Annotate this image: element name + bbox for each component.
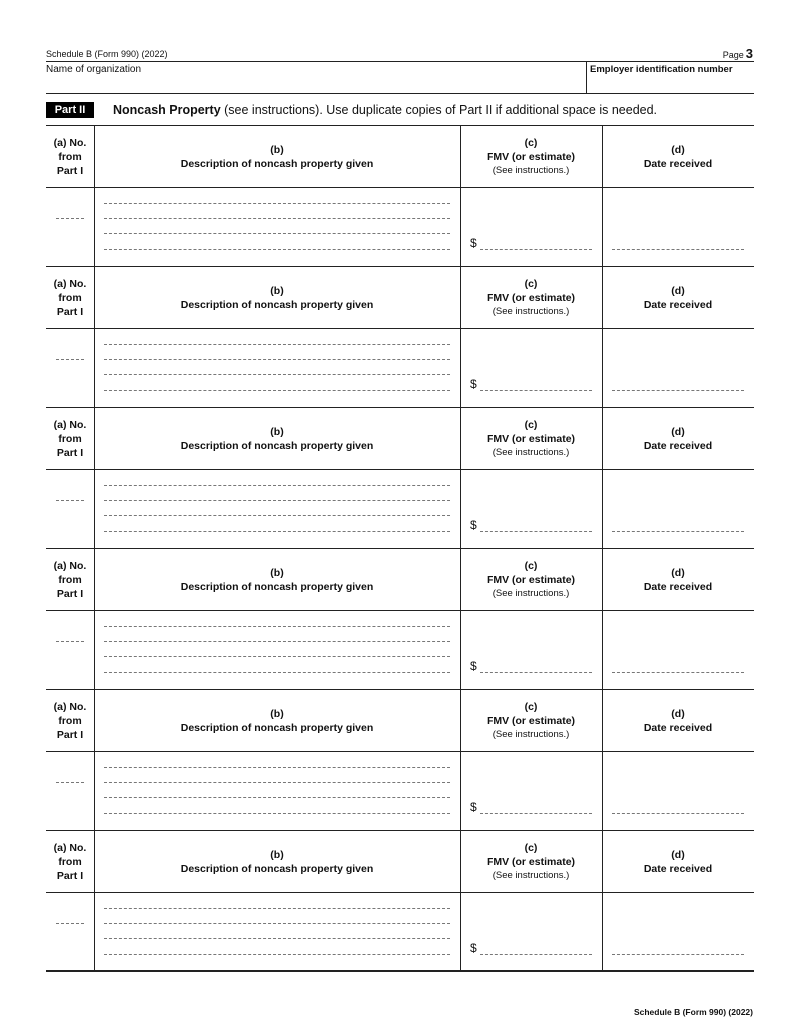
- part-badge: Part II: [46, 102, 94, 118]
- col-d-header-line: (d): [671, 708, 685, 720]
- header-separator: [46, 610, 754, 611]
- col-a-header-line: from: [58, 151, 82, 163]
- col-a-header-line: (a) No.: [53, 278, 87, 290]
- col-a-header: [46, 841, 94, 883]
- col-d-header: [602, 707, 754, 735]
- page-label: Page: [722, 50, 744, 60]
- page-indicator: [723, 46, 753, 61]
- noncash-entry-block: [46, 830, 754, 971]
- dollar-sign: $: [470, 236, 477, 250]
- description-line-field[interactable]: [104, 908, 450, 909]
- description-line-field[interactable]: [104, 938, 450, 939]
- col-a-header: [46, 700, 94, 742]
- description-line-field[interactable]: [104, 500, 450, 501]
- date-received-field[interactable]: [612, 813, 744, 814]
- col-d-header-line: Date received: [643, 863, 713, 875]
- col-d-header-line: (d): [671, 567, 685, 579]
- description-line-field[interactable]: [104, 249, 450, 250]
- fmv-amount-field[interactable]: [480, 531, 592, 532]
- col-b-header: [94, 848, 460, 876]
- part-i-number-field[interactable]: [56, 500, 84, 501]
- description-line-field[interactable]: [104, 797, 450, 798]
- header-rule: [46, 61, 754, 62]
- description-line-field[interactable]: [104, 203, 450, 204]
- column-divider: [602, 830, 603, 971]
- bottom-rule: [46, 970, 754, 972]
- part-title: [113, 103, 657, 117]
- col-d-header-line: Date received: [643, 440, 713, 452]
- col-b-header-line: (b): [270, 849, 284, 861]
- description-line-field[interactable]: [104, 923, 450, 924]
- dollar-sign: $: [470, 377, 477, 391]
- col-d-header-line: Date received: [643, 581, 713, 593]
- col-d-header-line: Date received: [643, 299, 713, 311]
- description-line-field[interactable]: [104, 782, 450, 783]
- col-c-header: [460, 136, 602, 178]
- part-title-bold: Noncash Property: [113, 103, 221, 117]
- col-a-header: [46, 559, 94, 601]
- col-a-header-line: Part I: [56, 588, 84, 600]
- col-c-header-line: (See instructions.): [492, 165, 570, 176]
- column-divider: [602, 548, 603, 689]
- col-a-header-line: (a) No.: [53, 560, 87, 572]
- description-line-field[interactable]: [104, 233, 450, 234]
- column-divider: [94, 689, 95, 830]
- col-d-header-line: Date received: [643, 158, 713, 170]
- part-title-rest: (see instructions). Use duplicate copies of Part II if additional space is needed.: [220, 103, 658, 117]
- col-c-header-line: FMV (or estimate): [486, 433, 576, 445]
- description-line-field[interactable]: [104, 656, 450, 657]
- dollar-sign: $: [470, 941, 477, 955]
- dollar-sign: $: [470, 518, 477, 532]
- form-identifier: Schedule B (Form 990) (2022): [46, 49, 168, 59]
- col-c-header-line: (See instructions.): [492, 306, 570, 317]
- noncash-entry-block: [46, 125, 754, 266]
- col-a-header-line: from: [58, 715, 82, 727]
- col-a-header-line: Part I: [56, 165, 84, 177]
- column-divider: [460, 830, 461, 971]
- description-line-field[interactable]: [104, 374, 450, 375]
- description-line-field[interactable]: [104, 767, 450, 768]
- description-line-field[interactable]: [104, 626, 450, 627]
- date-received-field[interactable]: [612, 672, 744, 673]
- column-divider: [94, 548, 95, 689]
- col-a-header-line: (a) No.: [53, 137, 87, 149]
- header-separator: [46, 187, 754, 188]
- description-line-field[interactable]: [104, 813, 450, 814]
- col-a-header-line: from: [58, 292, 82, 304]
- col-c-header-line: (c): [524, 278, 538, 290]
- col-b-header-line: Description of noncash property given: [180, 440, 374, 452]
- col-b-header-line: (b): [270, 708, 284, 720]
- col-a-header-line: from: [58, 574, 82, 586]
- column-divider: [94, 830, 95, 971]
- fmv-amount-field[interactable]: [480, 390, 592, 391]
- col-b-header-line: Description of noncash property given: [180, 299, 374, 311]
- col-a-header-line: Part I: [56, 729, 84, 741]
- noncash-entry-block: [46, 407, 754, 548]
- noncash-entry-block: [46, 689, 754, 830]
- column-divider: [94, 266, 95, 407]
- column-divider: [460, 689, 461, 830]
- fmv-amount-field[interactable]: [480, 813, 592, 814]
- col-a-header-line: Part I: [56, 306, 84, 318]
- col-b-header-line: (b): [270, 426, 284, 438]
- header-separator: [46, 469, 754, 470]
- col-a-header: [46, 418, 94, 460]
- col-d-header-line: (d): [671, 426, 685, 438]
- fmv-amount-field[interactable]: [480, 672, 592, 673]
- col-c-header-line: (c): [524, 842, 538, 854]
- description-line-field[interactable]: [104, 531, 450, 532]
- col-b-header: [94, 566, 460, 594]
- dollar-sign: $: [470, 659, 477, 673]
- ein-divider: [586, 62, 587, 93]
- col-c-header-line: (See instructions.): [492, 447, 570, 458]
- col-d-header: [602, 143, 754, 171]
- col-c-header-line: FMV (or estimate): [486, 715, 576, 727]
- col-c-header-line: (c): [524, 701, 538, 713]
- col-d-header-line: Date received: [643, 722, 713, 734]
- col-c-header: [460, 559, 602, 601]
- org-row-rule: [46, 93, 754, 94]
- col-b-header: [94, 425, 460, 453]
- column-divider: [460, 266, 461, 407]
- col-b-header: [94, 143, 460, 171]
- col-b-header-line: Description of noncash property given: [180, 863, 374, 875]
- col-a-header-line: Part I: [56, 870, 84, 882]
- col-d-header-line: (d): [671, 849, 685, 861]
- col-a-header: [46, 277, 94, 319]
- description-line-field[interactable]: [104, 641, 450, 642]
- col-a-header-line: from: [58, 856, 82, 868]
- col-c-header-line: FMV (or estimate): [486, 574, 576, 586]
- col-b-header-line: Description of noncash property given: [180, 722, 374, 734]
- fmv-amount-field[interactable]: [480, 954, 592, 955]
- column-divider: [94, 125, 95, 266]
- col-a-header-line: (a) No.: [53, 842, 87, 854]
- description-line-field[interactable]: [104, 390, 450, 391]
- col-c-header: [460, 700, 602, 742]
- header-separator: [46, 751, 754, 752]
- col-b-header-line: (b): [270, 567, 284, 579]
- col-c-header-line: FMV (or estimate): [486, 151, 576, 163]
- col-c-header-line: (See instructions.): [492, 729, 570, 740]
- col-b-header: [94, 707, 460, 735]
- column-divider: [94, 407, 95, 548]
- org-name-label: Name of organization: [46, 64, 142, 75]
- col-d-header: [602, 848, 754, 876]
- part-i-number-field[interactable]: [56, 923, 84, 924]
- col-c-header-line: (c): [524, 560, 538, 572]
- part-i-number-field[interactable]: [56, 641, 84, 642]
- col-d-header: [602, 425, 754, 453]
- column-divider: [602, 689, 603, 830]
- col-c-header-line: FMV (or estimate): [486, 856, 576, 868]
- col-a-header-line: (a) No.: [53, 701, 87, 713]
- noncash-entry-block: [46, 548, 754, 689]
- col-c-header-line: (c): [524, 419, 538, 431]
- fmv-amount-field[interactable]: [480, 249, 592, 250]
- col-a-header: [46, 136, 94, 178]
- date-received-field[interactable]: [612, 390, 744, 391]
- ein-label: Employer identification number: [590, 64, 733, 75]
- noncash-entry-block: [46, 266, 754, 407]
- col-b-header-line: Description of noncash property given: [180, 158, 374, 170]
- header-separator: [46, 892, 754, 893]
- date-received-field[interactable]: [612, 531, 744, 532]
- date-received-field[interactable]: [612, 954, 744, 955]
- col-a-header-line: (a) No.: [53, 419, 87, 431]
- col-c-header: [460, 277, 602, 319]
- column-divider: [460, 407, 461, 548]
- description-line-field[interactable]: [104, 515, 450, 516]
- column-divider: [460, 548, 461, 689]
- col-b-header-line: Description of noncash property given: [180, 581, 374, 593]
- form-footer: Schedule B (Form 990) (2022): [633, 1007, 753, 1017]
- col-b-header-line: (b): [270, 285, 284, 297]
- col-c-header-line: (See instructions.): [492, 588, 570, 599]
- col-c-header-line: FMV (or estimate): [486, 292, 576, 304]
- col-a-header-line: Part I: [56, 447, 84, 459]
- header-separator: [46, 328, 754, 329]
- col-b-header-line: (b): [270, 144, 284, 156]
- column-divider: [602, 125, 603, 266]
- col-c-header: [460, 841, 602, 883]
- col-d-header: [602, 284, 754, 312]
- description-line-field[interactable]: [104, 485, 450, 486]
- description-line-field[interactable]: [104, 954, 450, 955]
- column-divider: [460, 125, 461, 266]
- part-i-number-field[interactable]: [56, 782, 84, 783]
- col-d-header-line: (d): [671, 285, 685, 297]
- column-divider: [602, 266, 603, 407]
- description-line-field[interactable]: [104, 218, 450, 219]
- dollar-sign: $: [470, 800, 477, 814]
- col-d-header-line: (d): [671, 144, 685, 156]
- description-line-field[interactable]: [104, 672, 450, 673]
- part-i-number-field[interactable]: [56, 359, 84, 360]
- description-line-field[interactable]: [104, 359, 450, 360]
- col-b-header: [94, 284, 460, 312]
- part-i-number-field[interactable]: [56, 218, 84, 219]
- col-d-header: [602, 566, 754, 594]
- col-c-header-line: (See instructions.): [492, 870, 570, 881]
- page-number: 3: [745, 46, 753, 61]
- date-received-field[interactable]: [612, 249, 744, 250]
- column-divider: [602, 407, 603, 548]
- col-a-header-line: from: [58, 433, 82, 445]
- col-c-header-line: (c): [524, 137, 538, 149]
- description-line-field[interactable]: [104, 344, 450, 345]
- col-c-header: [460, 418, 602, 460]
